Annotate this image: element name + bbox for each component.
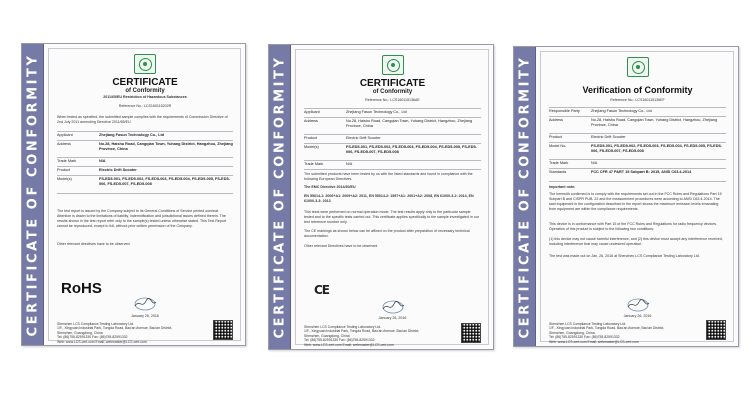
fcc-verification [513,46,739,347]
reference-number: Reference No.: LCS160115202R [118,104,172,108]
directive-title: The EMC Directive 2014/30/EU [304,185,356,189]
lab-logo-icon [627,57,649,77]
field-value: FS-ED5-001, FS-ED5-002, FS-ED5-003, FS-ED5-004, FS-ED5-005, FS-ED5-006, FS-ED5-007, FS-ED5-008 [346,145,477,154]
sidebar-title: CERTIFICATE OF CONFORMITY [272,55,288,339]
field-value: FCC CFR 47 PART 15 Subpart B: 2015, ANSI C63.4-2014 [591,170,692,174]
field-address [57,142,233,156]
footer-line: Shenzhen LCS Compliance Testing Laboratory Ltd. [57,322,135,326]
field-label: Standards [549,170,567,174]
field-standards [549,170,726,180]
certificate-content [545,55,730,344]
divider [304,143,481,144]
field-value: N/A [591,161,598,165]
footer-line: Web: www.LCS-cert.com Email: webmaster@LCS-cert.com [57,339,147,344]
field-trade-mark [57,159,233,165]
certificate-title: Verification of Conformity [582,85,693,95]
issue-date: January 26, 2016 [378,316,407,320]
field-value: No.28, Haishu Road, Cangqian Town, Yuhang District, Hangzhou, Zhejiang Province, China [346,119,473,128]
footer-line: 1/F., Xingyuan Industrial Park, Tongda Road, Bao'an Avenue, Bao'an District, [57,326,173,331]
footer-line: Tel: (86)755-82591330 Fax: (86)755-82591332 [304,338,375,343]
field-product [57,168,233,174]
divider [549,116,726,117]
divider [57,157,233,158]
divider [304,117,481,118]
certificate-title: CERTIFICATE [359,78,426,89]
body-text: This tests were performed on normal operation mode. The test results apply only to the particular sample tested and to the specific tests carried out. This certificate applies specifically to the sample investigated in our test reference number only. [304,210,479,224]
field-label: Trade Mark [57,159,77,163]
footer-line: Tel: (86)755-82591330 Fax: (86)755-82591332 [549,335,620,340]
signature-icon [623,297,653,313]
field-trade-mark [549,161,726,167]
divider [549,107,726,108]
footer-line: Web: www.LCS-cert.com Email: webmaster@LCS-cert.com [304,342,394,347]
field-label: Model No. [549,144,567,148]
field-label: Responsible Party [549,109,580,113]
certificate-content [300,53,485,347]
divider [57,175,233,176]
footer-line: Shenzhen, Guangdong, China [549,330,595,335]
divider [57,193,233,194]
sidebar-title: CERTIFICATE OF CONFORMITY [25,52,41,337]
footer-line: 1/F., Xingyuan Industrial Park, Tongda Road, Bao'an Avenue, Bao'an District, [549,326,665,331]
field-label: Trade Mark [304,162,324,166]
field-value: FS-ED5-001, FS-ED5-002, FS-ED5-003, FS-ED5-004, FS-ED5-005, FS-ED5-006, FS-ED5-007, FS-ED5-008 [99,177,230,186]
body-text: The CE markings as shown below can be affixed on the product after preparation of necessary technical documentation. [304,229,470,238]
field-label: Model(s) [304,145,319,149]
field-label: Product [304,136,318,140]
issue-date: January 26, 2016 [623,314,652,318]
field-applicant [304,110,481,116]
footer-line: Web: www.LCS-cert.com Email: webmaster@LCS-cert.com [549,339,639,344]
signature-icon [378,299,408,315]
body-text: The herewith confirmed is to comply with the requirements set out in the FCC Rules and Regulations Part 15 Subpart B and CISPR PUB. 22 and the measurement procedures were according to ANSI C63.4-2014. The said equipment in the configuration described in the report shows the maximum emission levels emanating from equipment are within the compliance requirements. [549,192,722,211]
divider [549,142,726,143]
field-value: N/A [99,159,106,163]
field-label: Model(s) [57,177,72,181]
lab-logo-icon [382,55,404,75]
field-label: Address [57,142,71,146]
divider [549,168,726,169]
important-note-heading: Important note: [549,185,576,189]
certificate-subtitle: of Conformity [125,88,165,94]
lab-footer [57,322,207,344]
footer-line: 1/F., Xingyuan Industrial Park, Tongda Road, Bao'an Avenue, Bao'an District, [304,329,420,334]
qr-code-icon [706,320,726,340]
field-value: Zhejiang Fasun Technology Co., Ltd [591,109,652,113]
divider [57,131,233,132]
field-model-no [549,144,726,158]
field-value: Electric Drift Scooter [346,136,381,140]
field-value: No.28, Haishu Road, Cangqian Town, Yuhang District, Hangzhou, Zhejiang Province, China [591,118,718,127]
reference-number: Reference No.: LCS160115136AE [365,98,420,102]
body-text: The submitted products have been tested by us with the listed standards and found in compliance with the following European Directives. [304,172,473,181]
qr-code-icon [213,320,233,340]
divider [549,133,726,134]
body-text: This device is in conformance with Part 15 of the FCC Rules and Regulations for radio frequency devices. Operation of this product is subject to the following two conditions: [549,222,717,231]
reference-number: Reference No.: LCS160115136EF [610,98,665,102]
ce-mark: CE [314,283,330,297]
divider [304,134,481,135]
field-value: Zhejiang Fasun Technology Co., Ltd [346,110,407,114]
body-text: The test report is issued by the Company subject to its General Conditions of Service printed overleaf. Attention is drawn to the limitations of liability, indemnification and jurisdictional issues defined therein. The results shown in the test report refer only to the sample(s) tested unless otherwise stated. This Test Report cannot be reproduced, except in full, without prior written permission of the Company. [57,209,227,228]
qr-code-icon [461,323,481,343]
field-address [304,119,481,133]
divider [57,166,233,167]
issue-date: January 26, 2016 [131,314,159,318]
footer-line: Shenzhen, Guangdong, China [57,330,103,335]
body-text: The test was made out on Jan. 26, 2016 at Shenzhen LCS Compliance Testing Laboratory Ltd. [549,254,700,258]
divider [304,108,481,109]
rohs-certificate [21,43,246,346]
certificate-subtitle: of Conformity [372,89,413,95]
field-models [57,177,233,191]
body-text: (1) this device may not cause harmful interference, and (2) this device must accept any interference received, including interference that may cause undesired operation. [549,237,723,246]
divider [57,140,233,141]
field-label: Product [549,135,563,139]
field-label: Trade Mark [549,161,569,165]
sidebar-title: CERTIFICATE OF CONFORMITY [517,54,533,339]
lab-footer [304,325,455,347]
divider [549,181,726,182]
body-text: Other relevant Directives have to be observed. [304,244,379,248]
footer-line: Shenzhen, Guangdong, China [304,333,350,338]
certificate-content [53,52,237,344]
field-label: Product [57,168,71,172]
ce-certificate [268,44,494,350]
rohs-mark: RoHS [61,280,102,297]
divider [304,160,481,161]
divider [304,169,481,170]
footer-line: Shenzhen LCS Compliance Testing Laboratory Ltd. [304,325,382,329]
field-value: N/A [346,162,353,166]
directive-title: 2011/65/EU Restriction of Hazardous Substances [103,95,187,99]
signature-icon [130,296,160,312]
intro-text: When tested as specified, the submitted sample complies with the requirements of Commission Directive of 2nd July 2011 amending Directive 2011/65/EU [57,115,228,124]
field-label: Address [549,118,563,122]
body-text: Other relevant directives have to be observed. [57,242,131,246]
field-applicant [57,133,233,139]
footer-line: Tel: (86)755-82591330 Fax: (86)755-82591332 [57,335,128,340]
field-address [549,118,726,132]
certificate-sidebar [22,44,44,345]
field-trade-mark [304,162,481,168]
field-value: Electric Drift Scooter [591,135,626,139]
standards-list: EN 55014-1: 2006+A1: 2009+A2: 2011, EN 55014-2: 1997+A1: 2001+A2: 2008, EN 61000-3-2: 2014, EN 61000-3-3: 2013 [304,194,474,203]
certificate-title: CERTIFICATE [112,77,178,88]
field-models [304,145,481,159]
field-product [549,135,726,141]
field-responsible-party [549,109,726,115]
field-label: Address [304,119,318,123]
divider [549,159,726,160]
field-value: Zhejiang Fasun Technology Co., Ltd [99,133,165,137]
field-value: No.28, Haishu Road, Cangqian Town, Yuhang District, Hangzhou, Zhejiang Province, China [99,142,233,151]
lab-logo-icon [134,54,156,74]
field-label: Applicant [304,110,320,114]
lab-footer [549,322,700,344]
footer-line: Shenzhen LCS Compliance Testing Laboratory Ltd. [549,322,627,326]
field-value: FS-ED5-001, FS-ED5-002, FS-ED5-003, FS-ED5-004, FS-ED5-005, FS-ED5-006, FS-ED5-007, FS-ED5-008 [591,144,722,153]
certificate-sidebar [269,45,291,349]
certificate-sidebar [514,47,536,346]
field-product [304,136,481,142]
field-label: Applicant [57,133,73,137]
field-value: Electric Drift Scooter [99,168,137,172]
